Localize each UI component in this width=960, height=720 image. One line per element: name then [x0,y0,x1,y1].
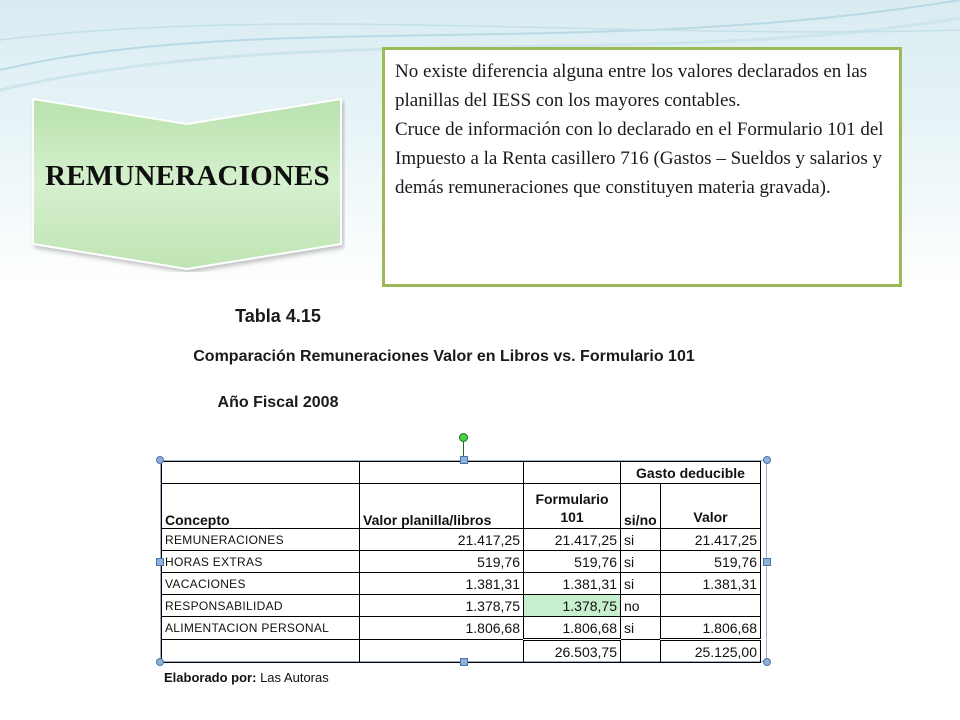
cell-planilla: 21.417,25 [360,529,524,551]
table-number: Tabla 4.15 [235,306,321,326]
table-footer [164,670,329,685]
empty-cell [524,462,621,484]
cell-concepto: HORAS EXTRAS [162,551,360,573]
cell-planilla: 519,76 [360,551,524,573]
cell-formulario: 1.806,68 [524,617,621,640]
cell-sino: si [621,551,661,573]
table-row [162,551,768,573]
note-paragraph-2: Cruce de información con lo declarado en el Formulario 101 del Impuesto a la Renta casillero 716 (Gastos – Sueldos y salarios y demás remuneraciones que constituyen materia gravada). [395,119,884,198]
cell-valor: 519,76 [661,551,761,573]
resize-handle-ne[interactable] [763,456,771,464]
cell-formulario: 1.381,31 [524,573,621,595]
cell-sino: si [621,573,661,595]
resize-handle-e[interactable] [763,558,771,566]
table-title: Comparación Remuneraciones Valor en Libros vs. Formulario 101 [193,348,695,365]
cell-concepto: VACACIONES [162,573,360,595]
table-row [162,529,768,551]
cell-formulario: 519,76 [524,551,621,573]
empty-cell [162,640,360,663]
cell-planilla: 1.381,31 [360,573,524,595]
cell-valor: 1.381,31 [661,573,761,595]
resize-handle-nw[interactable] [156,456,164,464]
resize-handle-w[interactable] [156,558,164,566]
note-paragraph-1: No existe diferencia alguna entre los valores declarados en las planillas del IESS con los mayores contables. [395,61,868,111]
table-row [162,595,768,617]
empty-cell [761,462,768,484]
header-formulario: Formulario 101 [524,484,621,529]
total-valor: 25.125,00 [661,640,761,663]
empty-cell [761,595,768,617]
header-valor: Valor [661,484,761,529]
fiscal-year: Año Fiscal 2008 [217,394,339,411]
empty-cell [621,640,661,663]
total-formulario: 26.503,75 [524,640,621,663]
empty-cell [761,573,768,595]
resize-handle-se[interactable] [763,658,771,666]
table-figure[interactable] [136,296,776,692]
table-row [162,617,768,640]
footer-value: Las Autoras [260,670,329,685]
rotation-handle[interactable] [459,433,468,442]
cell-concepto: ALIMENTACION PERSONAL [162,617,360,640]
empty-cell [162,462,360,484]
section-label: REMUNERACIONES [45,160,330,192]
resize-handle-s[interactable] [460,658,468,666]
resize-handle-sw[interactable] [156,658,164,666]
empty-cell [761,529,768,551]
table-row-group-header [162,462,768,484]
cell-planilla: 1.806,68 [360,617,524,640]
note-box [382,47,902,287]
empty-cell [761,617,768,640]
table-row [162,573,768,595]
empty-cell [360,462,524,484]
cell-planilla: 1.378,75 [360,595,524,617]
cell-valor [661,595,761,617]
resize-handle-n[interactable] [460,456,468,464]
comparison-table [161,461,768,663]
cell-valor: 1.806,68 [661,617,761,640]
cell-concepto: REMUNERACIONES [162,529,360,551]
footer-label: Elaborado por: [164,670,257,685]
cell-formulario-highlighted: 1.378,75 [524,595,621,617]
empty-cell [761,484,768,529]
header-valor-planilla: Valor planilla/libros [360,484,524,529]
header-concepto: Concepto [162,484,360,529]
cell-formulario: 21.417,25 [524,529,621,551]
group-header-gasto-deducible: Gasto deducible [621,462,761,484]
table-row-header [162,484,768,529]
section-chevron [30,96,345,272]
cell-sino: si [621,529,661,551]
empty-cell [360,640,524,663]
cell-valor: 21.417,25 [661,529,761,551]
cell-concepto: RESPONSABILIDAD [162,595,360,617]
cell-sino: si [621,617,661,640]
cell-sino: no [621,595,661,617]
header-sino: si/no [621,484,661,529]
